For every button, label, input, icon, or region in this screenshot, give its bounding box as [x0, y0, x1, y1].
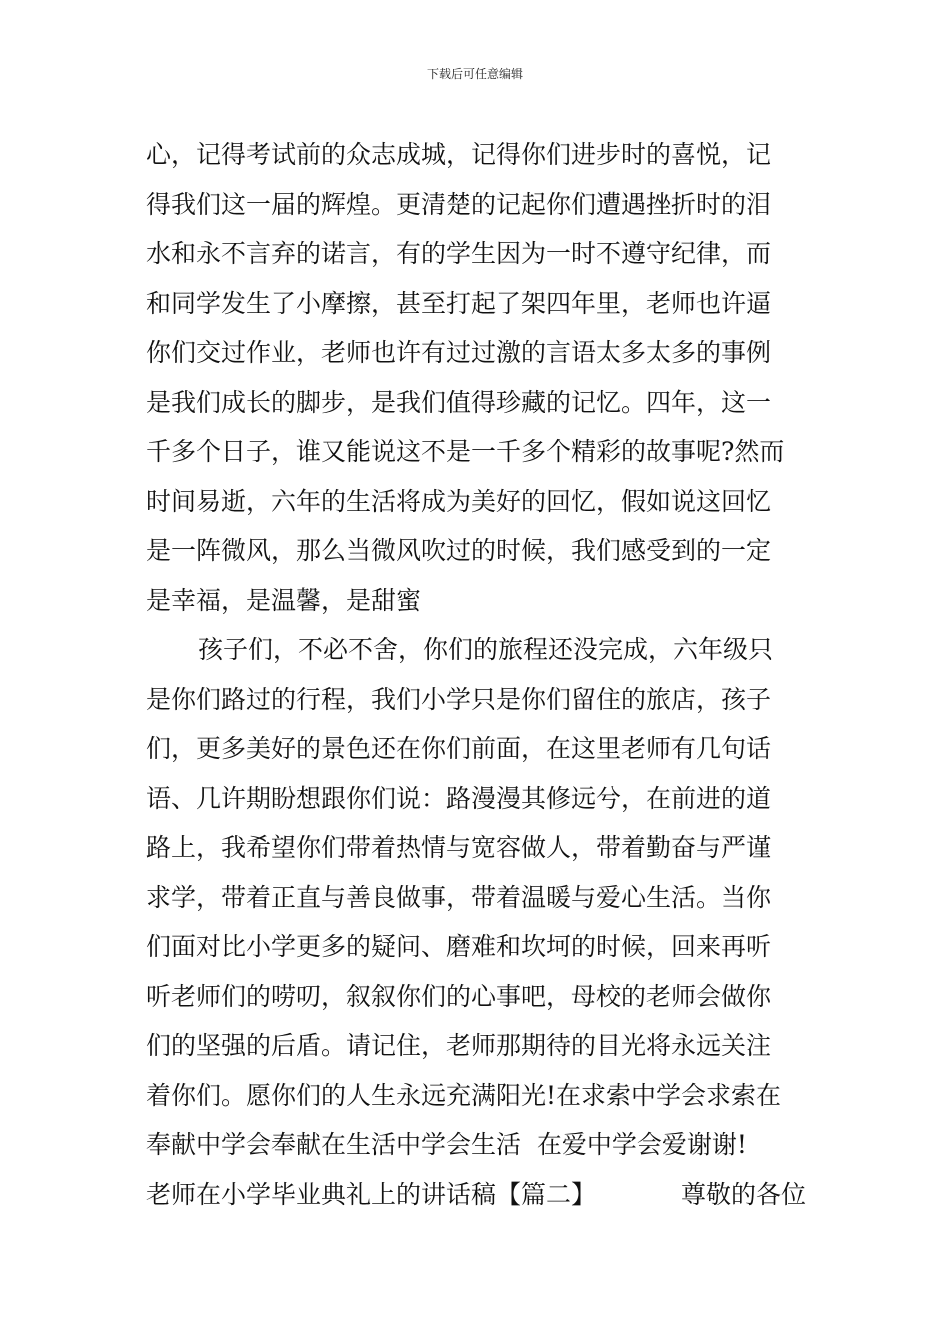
paragraph-line: 们面对比小学更多的疑问、磨难和坎坷的时候，回来再听	[146, 932, 772, 961]
paragraph-line: 着你们。愿你们的人生永远充满阳光!在求索中学会求索在	[146, 1080, 782, 1110]
section-heading	[146, 1170, 806, 1220]
paragraph-line: 和同学发生了小摩擦，甚至打起了架四年里，老师也许逼	[146, 288, 772, 318]
paragraph-line: 是我们成长的脚步，是我们值得珍藏的记忆。四年，这一	[146, 387, 772, 417]
paragraph-line: 们的坚强的后盾。请记住，老师那期待的目光将永远关注	[146, 1031, 772, 1060]
paragraph-line: 水和永不言弃的诺言，有的学生因为一时不遵守纪律，而	[146, 239, 772, 268]
paragraph-line: 语、几许期盼想跟你们说：路漫漫其修远兮，在前进的道	[146, 783, 772, 813]
document-body	[146, 130, 806, 1219]
paragraph-line: 你们交过作业，老师也许有过过激的言语太多太多的事例	[146, 338, 772, 367]
paragraph-line: 孩子们，不必不舍，你们的旅程还没完成，六年级只	[198, 635, 774, 664]
section-greeting: 尊敬的各位	[680, 1179, 806, 1209]
paragraph-line: 是幸福，是温馨，是甜蜜	[146, 585, 422, 615]
paragraph-line: 们，更多美好的景色还在你们前面，在这里老师有几句话	[146, 734, 772, 763]
paragraph-line: 路上，我希望你们带着热情与宽容做人，带着勤奋与严谨	[146, 833, 772, 862]
paragraph-line: 是一阵微风，那么当微风吹过的时候，我们感受到的一定	[146, 536, 772, 565]
paragraph-line: 求学，带着正直与善良做事，带着温暖与爱心生活。当你	[146, 882, 772, 912]
page-header-note: 下载后可任意编辑	[426, 67, 523, 81]
paragraph-line: 时间易逝，六年的生活将成为美好的回忆，假如说这回忆	[146, 486, 772, 516]
section-title: 老师在小学毕业典礼上的讲话稿【篇二】	[146, 1179, 597, 1209]
paragraph-line: 听老师们的唠叨，叙叙你们的心事吧，母校的老师会做你	[146, 981, 772, 1011]
paragraph-line: 得我们这一届的辉煌。更清楚的记起你们遭遇挫折时的泪	[146, 189, 772, 219]
paragraph-2	[146, 625, 806, 1170]
paragraph-line: 是你们路过的行程，我们小学只是你们留住的旅店，孩子	[146, 684, 772, 714]
paragraph-line: 奉献中学会奉献在生活中学会生活 在爱中学会爱谢谢!	[146, 1130, 747, 1159]
paragraph-line: 心，记得考试前的众志成城，记得你们进步时的喜悦，记	[146, 140, 772, 169]
paragraph-1	[146, 130, 806, 625]
paragraph-line: 千多个日子，谁又能说这不是一千多个精彩的故事呢?然而	[146, 437, 785, 466]
